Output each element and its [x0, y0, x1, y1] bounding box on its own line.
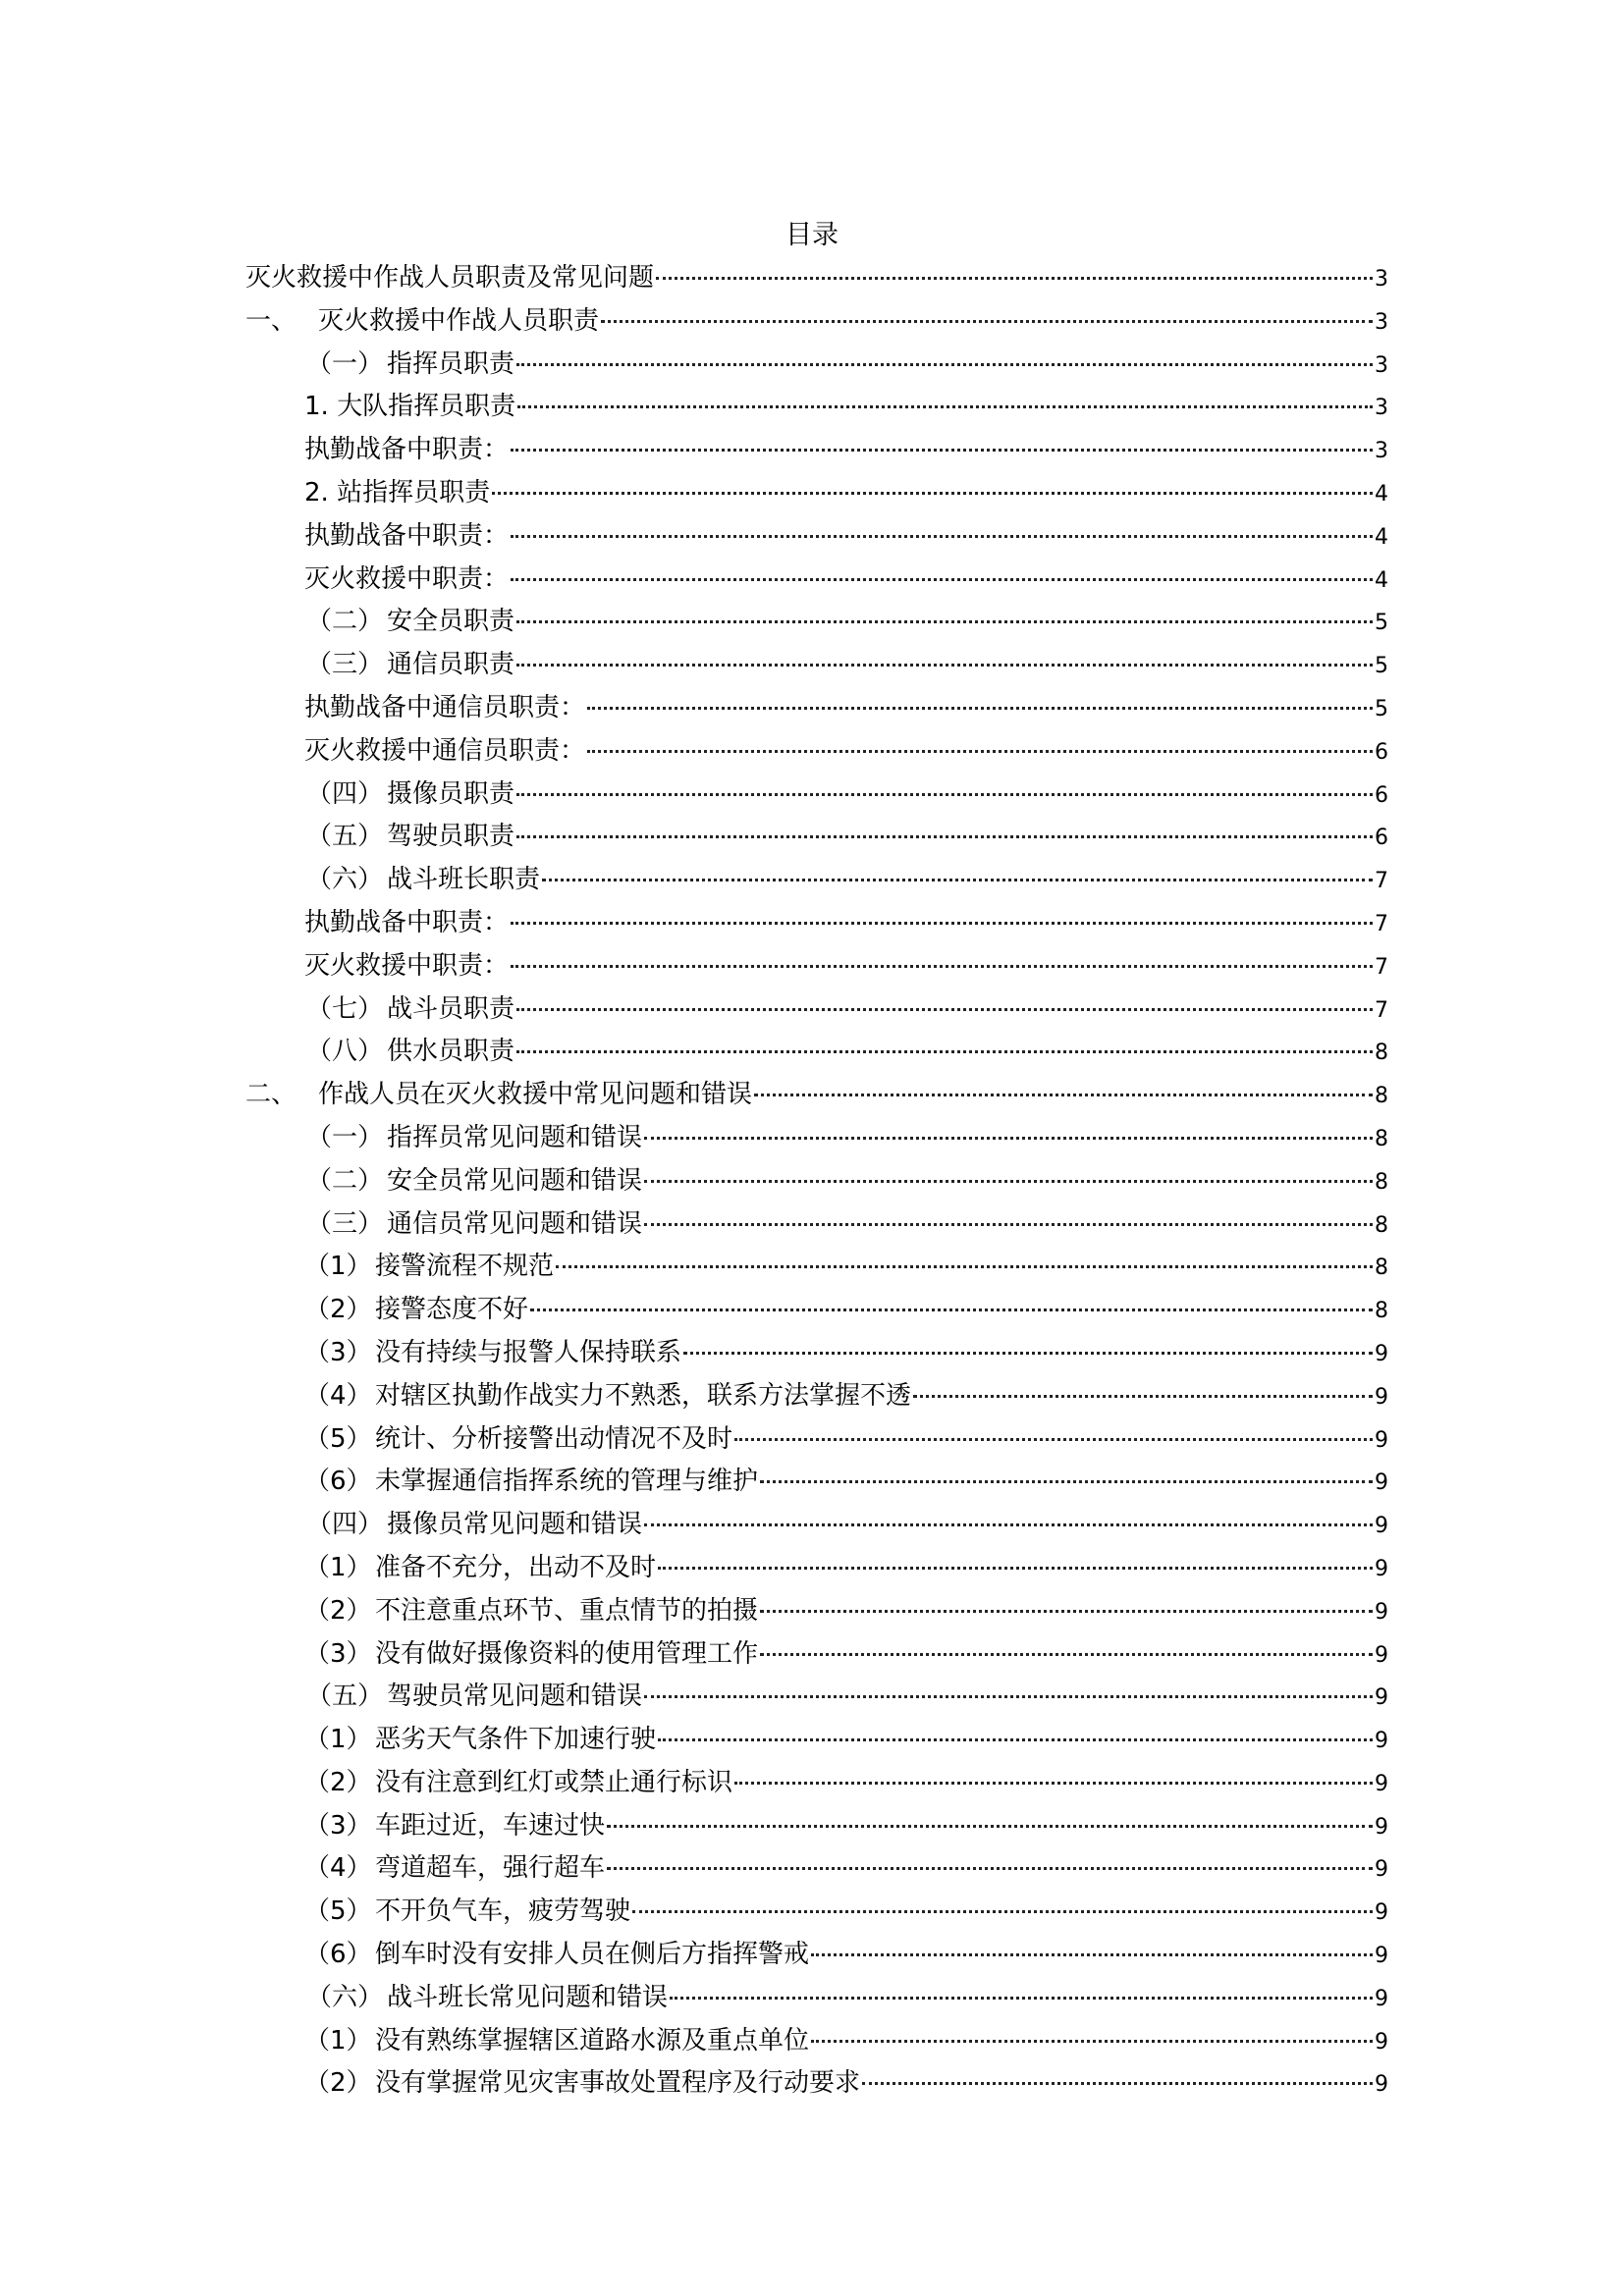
toc-entry-page-number: 9: [1375, 1341, 1388, 1366]
toc-entry[interactable]: [245, 859, 1388, 902]
toc-dot-leader: [913, 1395, 1373, 1398]
toc-entry-label: 2. 站指挥员职责: [304, 477, 491, 507]
toc-entry-page-number: 9: [1375, 1599, 1388, 1625]
toc-entry-label: 驾驶员常见问题和错误: [387, 1682, 643, 1712]
toc-dot-leader: [683, 1352, 1373, 1355]
toc-entry-page-number: 8: [1375, 1169, 1388, 1195]
toc-entry-number: （四）: [306, 1510, 384, 1540]
toc-dot-leader: [811, 2040, 1373, 2043]
toc-entry[interactable]: [245, 257, 1388, 300]
toc-dot-leader: [511, 922, 1373, 925]
toc-entry[interactable]: [245, 644, 1388, 687]
toc-entry[interactable]: [245, 472, 1388, 515]
toc-entry-page-number: 8: [1375, 1255, 1388, 1281]
table-of-contents: [245, 257, 1388, 2106]
toc-entry-page-number: 7: [1375, 869, 1388, 894]
toc-entry[interactable]: [245, 1332, 1388, 1375]
toc-entry-label: 未掌握通信指挥系统的管理与维护: [375, 1467, 759, 1497]
toc-entry-page-number: 8: [1375, 1212, 1388, 1238]
toc-entry-page-number: 9: [1375, 1814, 1388, 1840]
toc-entry[interactable]: [245, 902, 1388, 945]
toc-entry-number: （2）: [304, 1595, 372, 1626]
toc-entry-label: 摄像员职责: [387, 778, 515, 809]
toc-entry-number: （5）: [304, 1423, 372, 1454]
toc-entry[interactable]: [245, 1977, 1388, 2020]
toc-entry-label: 接警流程不规范: [375, 1252, 555, 1282]
toc-dot-leader: [811, 1953, 1373, 1956]
toc-entry-label: 对辖区执勤作战实力不熟悉，联系方法掌握不透: [375, 1380, 912, 1411]
toc-entry-label: 执勤战备中职责：: [304, 520, 510, 551]
toc-entry-label: 1. 大队指挥员职责: [304, 392, 516, 422]
toc-entry-number: （1）: [304, 2025, 372, 2056]
toc-entry[interactable]: [245, 1461, 1388, 1504]
toc-entry-number: （1）: [304, 1552, 372, 1582]
toc-entry[interactable]: [245, 1676, 1388, 1719]
toc-entry[interactable]: [245, 1031, 1388, 1074]
toc-entry-page-number: 9: [1375, 1470, 1388, 1496]
toc-entry-page-number: 3: [1375, 439, 1388, 464]
toc-entry-page-number: 9: [1375, 1556, 1388, 1581]
toc-entry[interactable]: [245, 1289, 1388, 1332]
toc-entry[interactable]: [245, 386, 1388, 429]
toc-entry-page-number: 8: [1375, 1126, 1388, 1151]
toc-entry-number: （4）: [304, 1380, 372, 1411]
toc-dot-leader: [734, 1438, 1373, 1441]
toc-title: 目录: [785, 220, 839, 250]
toc-entry-number: （1）: [304, 1252, 372, 1282]
toc-entry-label: 驾驶员职责: [387, 822, 515, 852]
toc-entry-label: 恶劣天气条件下加速行驶: [375, 1725, 657, 1755]
toc-dot-leader: [670, 1997, 1373, 2000]
toc-entry[interactable]: [245, 1504, 1388, 1547]
toc-dot-leader: [516, 793, 1373, 796]
toc-entry-page-number: 6: [1375, 826, 1388, 851]
toc-entry-label: 作战人员在灭火救援中常见问题和错误: [318, 1080, 753, 1110]
toc-dot-leader: [601, 320, 1373, 323]
toc-entry-label: 指挥员职责: [387, 348, 515, 379]
toc-entry-page-number: 9: [1375, 1900, 1388, 1926]
toc-entry[interactable]: [245, 1418, 1388, 1462]
toc-dot-leader: [511, 578, 1373, 581]
toc-entry-page-number: 9: [1375, 1427, 1388, 1453]
toc-entry-number: （2）: [304, 1767, 372, 1797]
toc-entry-page-number: 9: [1375, 2072, 1388, 2098]
toc-entry[interactable]: [245, 601, 1388, 644]
toc-dot-leader: [644, 1180, 1373, 1183]
toc-entry-label: 灭火救援中作战人员职责及常见问题: [245, 263, 655, 293]
toc-dot-leader: [862, 2082, 1373, 2085]
toc-entry[interactable]: [245, 816, 1388, 859]
toc-entry-page-number: 9: [1375, 1685, 1388, 1711]
toc-entry-label: 灭火救援中通信员职责：: [304, 735, 586, 766]
toc-entry[interactable]: [245, 988, 1388, 1032]
toc-dot-leader: [511, 449, 1373, 452]
toc-entry[interactable]: [245, 1719, 1388, 1762]
toc-entry[interactable]: [245, 730, 1388, 774]
toc-entry-label: 通信员常见问题和错误: [387, 1208, 643, 1239]
toc-dot-leader: [734, 1782, 1373, 1785]
toc-entry-number: （2）: [304, 1295, 372, 1325]
toc-entry-page-number: 9: [1375, 1384, 1388, 1410]
toc-dot-leader: [760, 1610, 1373, 1613]
toc-dot-leader: [658, 1738, 1373, 1741]
toc-entry[interactable]: [245, 2062, 1388, 2106]
toc-entry-page-number: 5: [1375, 696, 1388, 721]
toc-entry-label: 安全员常见问题和错误: [387, 1165, 643, 1196]
toc-dot-leader: [754, 1094, 1373, 1096]
toc-entry[interactable]: [245, 945, 1388, 988]
toc-dot-leader: [607, 1825, 1373, 1828]
toc-entry-page-number: 9: [1375, 2029, 1388, 2055]
toc-entry-number: （四）: [306, 778, 384, 809]
toc-entry-number: （三）: [306, 1208, 384, 1239]
toc-entry-label: 车距过近，车速过快: [375, 1810, 606, 1841]
toc-dot-leader: [556, 1265, 1373, 1268]
toc-dot-leader: [516, 1008, 1373, 1011]
toc-entry-page-number: 3: [1375, 267, 1388, 292]
toc-entry-number: （6）: [304, 1467, 372, 1497]
toc-entry[interactable]: [245, 1246, 1388, 1289]
toc-entry-label: 没有掌握常见灾害事故处置程序及行动要求: [375, 2068, 861, 2099]
toc-entry-page-number: 3: [1375, 309, 1388, 335]
toc-entry-page-number: 7: [1375, 997, 1388, 1023]
toc-dot-leader: [516, 1050, 1373, 1053]
toc-entry-number: （五）: [306, 822, 384, 852]
toc-entry-number: （七）: [306, 993, 384, 1024]
toc-entry-label: 安全员职责: [387, 607, 515, 637]
toc-entry-page-number: 4: [1375, 567, 1388, 593]
toc-dot-leader: [516, 363, 1373, 366]
toc-entry-page-number: 6: [1375, 739, 1388, 765]
toc-entry[interactable]: [245, 774, 1388, 817]
toc-entry-number: （1）: [304, 1725, 372, 1755]
toc-dot-leader: [760, 1653, 1373, 1656]
toc-entry-label: 灭火救援中职责：: [304, 950, 510, 981]
toc-entry-page-number: 3: [1375, 352, 1388, 378]
toc-entry-page-number: 8: [1375, 1041, 1388, 1066]
toc-dot-leader: [656, 277, 1373, 280]
toc-entry-label: 不注意重点环节、重点情节的拍摄: [375, 1595, 759, 1626]
toc-entry-number: （二）: [306, 607, 384, 637]
toc-entry-label: 执勤战备中职责：: [304, 907, 510, 937]
toc-dot-leader: [530, 1308, 1373, 1311]
toc-entry-page-number: 8: [1375, 1299, 1388, 1324]
toc-dot-leader: [644, 1695, 1373, 1698]
toc-entry-number: （二）: [306, 1165, 384, 1196]
toc-entry-label: 不开负气车，疲劳驾驶: [375, 1896, 631, 1927]
toc-entry-number: （3）: [304, 1337, 372, 1367]
toc-entry[interactable]: [245, 1633, 1388, 1677]
toc-entry-label: 没有做好摄像资料的使用管理工作: [375, 1638, 759, 1669]
toc-entry-label: 摄像员常见问题和错误: [387, 1510, 643, 1540]
toc-entry-label: 统计、分析接警出动情况不及时: [375, 1423, 733, 1454]
toc-entry-label: 执勤战备中职责：: [304, 435, 510, 465]
toc-entry-page-number: 9: [1375, 1514, 1388, 1539]
toc-entry-number: （3）: [304, 1810, 372, 1841]
toc-entry-label: 接警态度不好: [375, 1295, 529, 1325]
toc-entry-label: 倒车时没有安排人员在侧后方指挥警戒: [375, 1940, 810, 1970]
toc-entry[interactable]: [245, 1074, 1388, 1117]
toc-entry[interactable]: [245, 344, 1388, 387]
toc-dot-leader: [516, 835, 1373, 838]
toc-entry-page-number: 4: [1375, 481, 1388, 507]
toc-entry-number: （一）: [306, 1122, 384, 1152]
toc-entry[interactable]: [245, 1805, 1388, 1848]
toc-entry-label: 准备不充分，出动不及时: [375, 1552, 657, 1582]
toc-entry-number: （4）: [304, 1853, 372, 1884]
toc-entry[interactable]: [245, 429, 1388, 472]
toc-dot-leader: [644, 1523, 1373, 1526]
toc-entry[interactable]: [245, 559, 1388, 602]
toc-entry-number: （6）: [304, 1940, 372, 1970]
toc-dot-leader: [517, 405, 1373, 408]
toc-dot-leader: [760, 1480, 1373, 1483]
toc-dot-leader: [511, 965, 1373, 968]
toc-entry-number: （5）: [304, 1896, 372, 1927]
toc-entry-label: 供水员职责: [387, 1037, 515, 1067]
toc-dot-leader: [542, 879, 1373, 881]
toc-dot-leader: [511, 535, 1373, 538]
toc-entry-label: 执勤战备中通信员职责：: [304, 692, 586, 722]
toc-entry-number: （八）: [306, 1037, 384, 1067]
toc-entry[interactable]: [245, 1590, 1388, 1633]
toc-entry[interactable]: [245, 1160, 1388, 1203]
toc-entry-page-number: 9: [1375, 1944, 1388, 1969]
toc-entry[interactable]: [245, 515, 1388, 559]
toc-entry-page-number: 9: [1375, 1771, 1388, 1796]
toc-entry-label: 战斗班长常见问题和错误: [387, 1982, 669, 2012]
toc-entry-page-number: 6: [1375, 782, 1388, 808]
toc-entry[interactable]: [245, 687, 1388, 730]
toc-entry[interactable]: [245, 1375, 1388, 1418]
toc-entry[interactable]: [245, 1117, 1388, 1160]
toc-entry-number: 二、: [245, 1080, 298, 1110]
toc-entry-label: 战斗班长职责: [387, 865, 541, 895]
toc-entry[interactable]: [245, 1847, 1388, 1891]
toc-entry-label: 没有持续与报警人保持联系: [375, 1337, 682, 1367]
toc-entry-page-number: 5: [1375, 611, 1388, 636]
toc-entry[interactable]: [245, 1547, 1388, 1590]
toc-entry-page-number: 5: [1375, 654, 1388, 679]
toc-entry-number: （3）: [304, 1638, 372, 1669]
toc-entry-page-number: 9: [1375, 1729, 1388, 1754]
toc-entry-page-number: 7: [1375, 911, 1388, 936]
toc-entry-number: （2）: [304, 2068, 372, 2099]
toc-entry-page-number: 9: [1375, 1986, 1388, 2011]
toc-entry-page-number: 8: [1375, 1084, 1388, 1109]
toc-entry-number: 一、: [245, 305, 298, 336]
toc-entry-label: 指挥员常见问题和错误: [387, 1122, 643, 1152]
toc-dot-leader: [658, 1567, 1373, 1570]
toc-dot-leader: [492, 492, 1373, 495]
toc-entry[interactable]: [245, 300, 1388, 344]
toc-entry-label: 战斗员职责: [387, 993, 515, 1024]
toc-entry-label: 没有熟练掌握辖区道路水源及重点单位: [375, 2025, 810, 2056]
toc-entry-page-number: 3: [1375, 396, 1388, 421]
toc-entry-number: （一）: [306, 348, 384, 379]
toc-entry-page-number: 9: [1375, 1857, 1388, 1883]
toc-entry-page-number: 4: [1375, 524, 1388, 550]
toc-entry-label: 通信员职责: [387, 650, 515, 680]
toc-entry[interactable]: [245, 1203, 1388, 1247]
toc-entry-label: 没有注意到红灯或禁止通行标识: [375, 1767, 733, 1797]
toc-dot-leader: [607, 1867, 1373, 1870]
toc-dot-leader: [644, 1137, 1373, 1140]
toc-entry-label: 弯道超车，强行超车: [375, 1853, 606, 1884]
toc-entry-label: 灭火救援中作战人员职责: [318, 305, 600, 336]
toc-entry-page-number: 9: [1375, 1642, 1388, 1668]
toc-entry-label: 灭火救援中职责：: [304, 563, 510, 594]
toc-dot-leader: [644, 1223, 1373, 1226]
toc-dot-leader: [516, 620, 1373, 623]
toc-dot-leader: [516, 664, 1373, 667]
toc-dot-leader: [587, 750, 1373, 753]
toc-entry-page-number: 7: [1375, 954, 1388, 980]
toc-entry-number: （六）: [306, 1982, 384, 2012]
toc-dot-leader: [632, 1910, 1373, 1913]
toc-entry-number: （五）: [306, 1682, 384, 1712]
toc-entry-number: （六）: [306, 865, 384, 895]
toc-entry[interactable]: [245, 1934, 1388, 1977]
toc-entry-number: （三）: [306, 650, 384, 680]
toc-dot-leader: [587, 707, 1373, 710]
toc-entry[interactable]: [245, 1762, 1388, 1805]
toc-entry[interactable]: [245, 2020, 1388, 2063]
toc-entry[interactable]: [245, 1891, 1388, 1934]
